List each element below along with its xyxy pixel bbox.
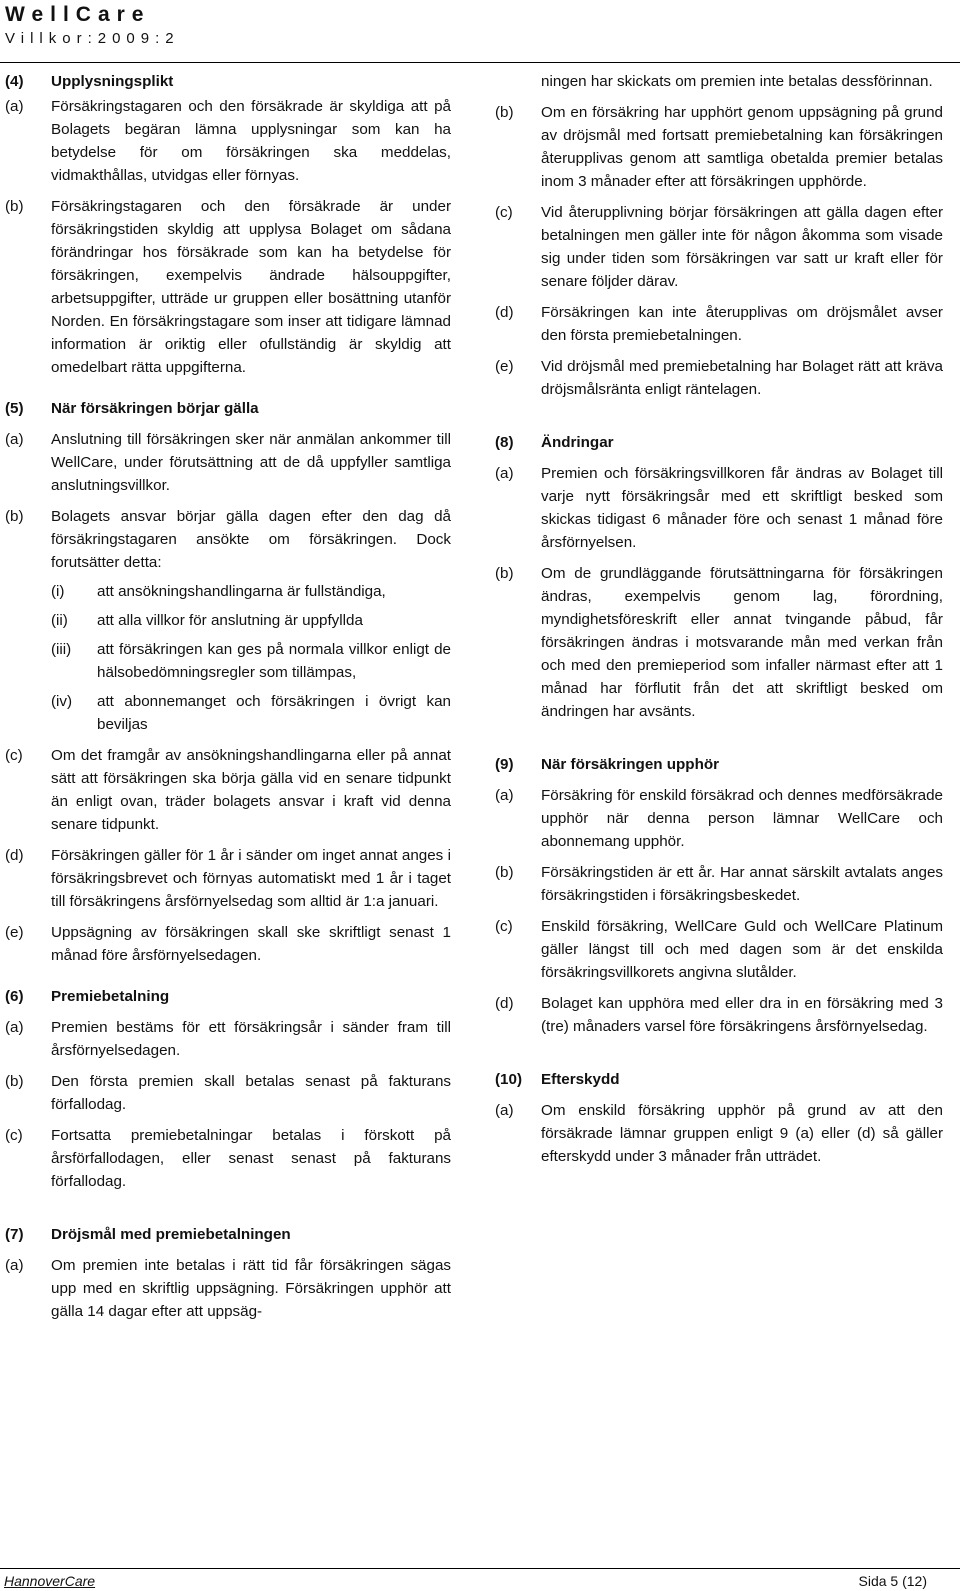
clause-label: (c) [5,1127,23,1144]
clause-text: Fortsatta premiebetalningar betalas i förskott på årsförfallodagen, eller senast senast på fakturans förfallodag. [51,1127,451,1190]
header-divider [0,62,960,63]
brand-name: WellCare [5,3,151,26]
clause-label: (d) [495,304,514,321]
clause-text: Om det framgår av ansökningshandlingarna eller på annat sätt att försäkringen ska börja gälla vid en senare tidpunkt än enligt ovan, träder bolagets ansvar i kraft vid denna senare tidpunkt. [51,747,451,833]
sub-clause-text: att försäkringen kan ges på normala villkor enligt de hälsobedömningsregler som tillämpas, [97,641,451,681]
clause [5,428,451,497]
section-number: (10) [495,1071,523,1088]
section-number: (5) [5,400,24,417]
clause-text: Bolagets ansvar börjar gälla dagen efter den dag då försäkringstagaren ansökte om försäkringen. Dock forutsätter detta: [51,508,451,571]
clause-label: (a) [495,1102,514,1119]
section-title: Dröjsmål med premiebetalningen [51,1226,291,1243]
clause-text: Försäkringen gäller för 1 år i sänder om inget annat anges i försäkringsbrevet och förnyas automatiskt med 1 år i taget till försäkringens årsförnyelsedag som alltid är 1:a januari. [51,847,451,910]
clause-label: (a) [5,1257,24,1274]
clause-text: Premien bestäms för ett försäkringsår i sänder fram till årsförnyelsedagen. [51,1019,451,1059]
section-title: Efterskydd [541,1071,620,1088]
sub-clause [51,638,451,684]
sub-clause-label: (i) [51,583,65,600]
section-heading [5,985,451,1008]
clause-label: (e) [495,358,514,375]
clause [495,355,943,401]
clause [5,921,451,967]
clause [5,1124,451,1193]
clause-text: Den första premien skall betalas senast på fakturans förfallodag. [51,1073,451,1113]
right-column [495,70,943,1168]
clause-text: Försäkringen kan inte återupplivas om dröjsmålet avser den första premiebetalningen. [541,304,943,344]
clause-text: Anslutning till försäkringen sker när anmälan ankommer till WellCare, under förutsättning att de då uppfyller samtliga anslutningsvillkor. [51,431,451,494]
clause [495,915,943,984]
clause-text: Om en försäkring har upphört genom uppsägning på grund av dröjsmål med fortsatt premiebetalning kan försäkringen återupplivas genom att samtliga obetalda premier betalas inom 3 månader efter att försäkringen upphörde. [541,104,943,190]
clause-label: (b) [495,104,514,121]
section-number: (7) [5,1226,24,1243]
section-title: När försäkringen börjar gälla [51,400,259,417]
section-heading [495,431,943,454]
clause [495,201,943,293]
clause-text: Om enskild försäkring upphör på grund av att den försäkrade lämnar gruppen enligt 9 (a) eller (d) så gäller efterskydd under 3 månader från utträdet. [541,1102,943,1165]
clause-text: Försäkring för enskild försäkrad och dennes medförsäkrade upphör när denna person lämnar WellCare och abonnemang upphör. [541,787,943,850]
clause-label: (b) [495,864,514,881]
clause [495,562,943,723]
clause [495,992,943,1038]
sub-clause [51,580,451,603]
clause-label: (c) [495,204,513,221]
clause-text: Enskild försäkring, WellCare Guld och WellCare Platinum gäller längst till och med dagen som är det enskilda försäkringsvillkorets angivna slutålder. [541,918,943,981]
sub-clause-list [51,580,451,736]
clause-label: (d) [5,847,24,864]
clause-text: Försäkringstagaren och den försäkrade är under försäkringstiden skyldig att upplysa Bolaget om sådana förändringar hos försäkrade som kan ha betydelse för försäkringen, exempelvis ändrade hälsouppgifter, arbetsuppgifter, utträde ur gruppen eller bosättning utanför Norden. En försäkringstagare som inser att tidigare lämnad information är oriktig eller ofullständig är skyldig att omedelbart rätta uppgifterna. [51,198,451,376]
footer-divider [0,1568,960,1569]
clause-label: (d) [495,995,514,1012]
clause [5,1070,451,1116]
sub-clause-label: (ii) [51,612,68,629]
sub-clause-text: att ansökningshandlingarna är fullständiga, [97,583,386,600]
section-heading [5,70,451,93]
clause [5,195,451,379]
clause [5,844,451,913]
clause-label: (e) [5,924,24,941]
clause-label: (a) [495,787,514,804]
clause [5,1254,451,1323]
clause-text: Premien och försäkringsvillkoren får ändras av Bolaget till varje nytt försäkringsår med ett skriftligt besked som skickas tidigast 6 månader före och senast 1 månad före årsförnyelsen. [541,465,943,551]
clause-text: Försäkringstiden är ett år. Har annat särskilt avtalats anges försäkringstiden i försäkringsbeskedet. [541,864,943,904]
sub-clause-text: att abonnemanget och försäkringen i övrigt kan beviljas [97,693,451,733]
clause-label: (c) [495,918,513,935]
clause-continuation: ningen har skickats om premien inte betalas dessförinnan. [541,73,933,90]
clause-text: Försäkringstagaren och den försäkrade är skyldiga att på Bolagets begäran lämna upplysningar som kan ha betydelse för om försäkringen ska meddelas, vidmakthållas, utvidgas eller förnyas. [51,98,451,184]
left-column [5,70,451,1323]
clause-text: Uppsägning av försäkringen skall ske skriftligt senast 1 månad före årsförnyelsedagen. [51,924,451,964]
clause-label: (a) [5,98,24,115]
clause [5,744,451,836]
section-heading [495,1068,943,1091]
clause-label: (b) [495,565,514,582]
clause [495,861,943,907]
sub-clause-label: (iv) [51,693,73,710]
sub-clause-text: att alla villkor för anslutning är uppfyllda [97,612,363,629]
clause [495,301,943,347]
section-heading [5,1223,451,1246]
section-title: Ändringar [541,434,614,451]
section-number: (8) [495,434,514,451]
clause-text: Om premien inte betalas i rätt tid får försäkringen sägas upp med en skriftlig uppsägning. Försäkringen upphör att gälla 14 dagar efter att uppsäg- [51,1257,451,1320]
sub-clause [51,690,451,736]
section-number: (9) [495,756,514,773]
terms-version: Villkor:2009:2 [5,30,180,47]
clause-text: Bolaget kan upphöra med eller dra in en försäkring med 3 (tre) månaders varsel före försäkringens årsförnyelsedag. [541,995,943,1035]
clause [495,101,943,193]
clause-label: (c) [5,747,23,764]
section-heading [5,397,451,420]
section-title: Upplysningsplikt [51,73,174,90]
clause-label: (b) [5,508,24,525]
clause [495,1099,943,1168]
section-number: (6) [5,988,24,1005]
clause-label: (a) [495,465,514,482]
page-number: Sida 5 (12) [858,1573,927,1589]
clause-label: (a) [5,1019,24,1036]
clause-label: (b) [5,198,24,215]
clause-text: Vid återupplivning börjar försäkringen att gälla dagen efter betalningen men gäller inte för någon åkomma som visade sig under tiden som försäkringen var satt ur kraft eller för senare följder därav. [541,204,943,290]
clause [5,95,451,187]
clause-text: Vid dröjsmål med premiebetalning har Bolaget rätt att kräva dröjsmålsränta enligt räntelagen. [541,358,943,398]
section-number: (4) [5,73,24,90]
section-title: När försäkringen upphör [541,756,720,773]
clause [5,505,451,574]
document-header [5,0,180,48]
clause [495,784,943,853]
clause-text: Om de grundläggande förutsättningarna för försäkringen ändras, exempelvis genom lag, förordning, myndighetsföreskrift eller annat tvingande påbud, får försäkringen ändras i motsvarande mån med verkan från och med den premieperiod som infaller närmast efter att 1 månad har förflutit från det att skriftligt besked om ändringen har avsänts. [541,565,943,720]
section-title: Premiebetalning [51,988,170,1005]
section-heading [495,753,943,776]
clause-label: (a) [5,431,24,448]
clause-label: (b) [5,1073,24,1090]
clause [5,1016,451,1062]
sub-clause [51,609,451,632]
clause [495,462,943,554]
sub-clause-label: (iii) [51,641,72,658]
footer-company: HannoverCare [4,1573,96,1589]
